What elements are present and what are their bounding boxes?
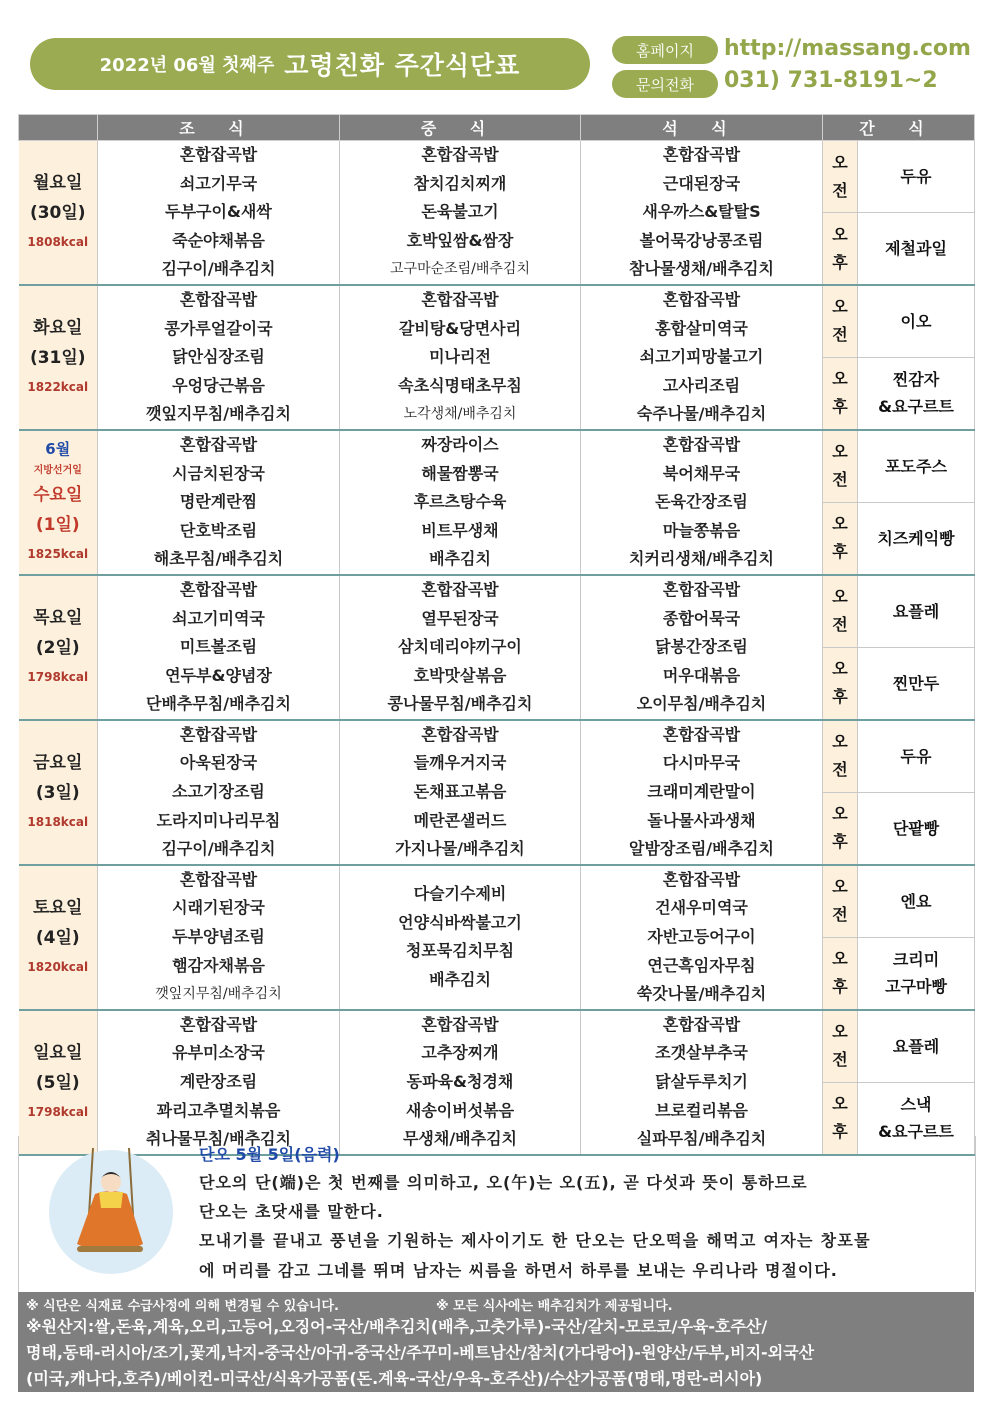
menu-item: 숙주나물/배추김치	[636, 404, 767, 424]
am-char: 오	[832, 297, 848, 317]
menu-item: 햄감자채볶음	[172, 955, 265, 975]
am-char: 전	[832, 615, 848, 635]
footer-notes	[18, 1292, 974, 1392]
table-header	[19, 115, 975, 141]
breakfast-cell	[98, 285, 340, 430]
menu-item: 근대된장국	[662, 173, 741, 193]
menu-item: 혼합잡곡밥	[179, 724, 258, 744]
origin-line: 명태,동태-러시아/조기,꽃게,낙지-중국산/아귀-중국산/주꾸미-베트남산/참치(가다랑어)-원양산/두부,비지-외국산	[26, 1343, 815, 1362]
menu-item: 혼합잡곡밥	[662, 579, 741, 599]
menu-item: 열무된장국	[421, 608, 499, 628]
pm-char: 후	[832, 1122, 848, 1142]
menu-item: 크래미계란말이	[647, 782, 756, 802]
menu-item: 쑥갓나물/배추김치	[636, 984, 767, 1004]
menu-item: 콩나물무침/배추김치	[387, 694, 533, 714]
menu-item: 혼합잡곡밥	[421, 724, 499, 744]
menu-item: 콩가루얼갈이국	[164, 318, 273, 338]
menu-item: 자반고등어구이	[647, 927, 756, 947]
homepage-label: 홈페이지	[612, 36, 718, 64]
snack-item: 찐만두	[892, 673, 940, 693]
snack-pm	[858, 937, 975, 1009]
snack-am	[858, 141, 975, 213]
snack-item: 두유	[900, 167, 932, 187]
day-month: 6월	[45, 440, 71, 459]
snack-item: 치즈케익빵	[877, 528, 955, 548]
lunch-cell	[340, 141, 581, 285]
kimchi-note: ※ 모든 식사에는 배추김치가 제공됩니다.	[436, 1299, 673, 1314]
menu-item: 혼합잡곡밥	[662, 289, 741, 309]
am-char: 전	[832, 180, 848, 200]
day-name: 화요일	[33, 318, 83, 339]
menu-item: 삼치데리야끼구이	[398, 637, 522, 657]
menu-item: 갈비탕&당면사리	[398, 318, 522, 338]
menu-item: 머우대볶음	[662, 665, 741, 685]
day-cell	[19, 575, 98, 720]
day-row	[19, 141, 975, 213]
menu-item: 혼합잡곡밥	[662, 1014, 741, 1034]
day-date: (5일)	[35, 1073, 80, 1094]
header-snack: 간 식	[823, 115, 975, 141]
menu-item: 메란콘샐러드	[413, 810, 507, 830]
holiday-note: 지방선거일	[33, 465, 82, 477]
day-name: 월요일	[33, 173, 83, 194]
title-banner	[30, 38, 590, 90]
pm-label	[823, 647, 858, 719]
snack-item: 찐감자	[892, 370, 940, 390]
menu-item: 호박잎쌈&쌈장	[406, 230, 514, 250]
am-char: 전	[832, 470, 848, 490]
lunch-cell	[340, 865, 581, 1010]
day-name: 금요일	[33, 753, 83, 774]
breakfast-cell	[98, 1010, 340, 1155]
snack-item: &요구르트	[878, 397, 954, 417]
lunch-cell	[340, 1010, 581, 1155]
menu-item: 닭봉간장조림	[655, 637, 748, 657]
pm-char: 오	[832, 514, 848, 534]
am-label	[823, 575, 858, 647]
origin-line: (미국,캐나다,호주)/베이컨-미국산/식육가공품(돈.계육-국산/우육-호주산)/수산가공품(명태,명란-러시아)	[26, 1369, 763, 1388]
menu-item: 돈육간장조림	[655, 492, 748, 512]
dinner-cell	[581, 575, 823, 720]
menu-item: 연근흑임자무침	[647, 955, 756, 975]
menu-item: 무생채/배추김치	[402, 1129, 518, 1149]
menu-item: 시래기된장국	[172, 898, 265, 918]
day-kcal: 1798kcal	[27, 1105, 89, 1120]
snack-item: 요플레	[892, 1036, 940, 1056]
pm-char: 후	[832, 397, 848, 417]
day-name: 토요일	[33, 898, 83, 919]
day-name: 수요일	[33, 485, 83, 506]
menu-item: 들깨우거지국	[413, 753, 507, 773]
menu-item: 혼합잡곡밥	[662, 869, 741, 889]
pm-char: 후	[832, 832, 848, 852]
info-title: 단오 5월 5일(음력)	[199, 1145, 340, 1164]
menu-item: 가지나물/배추김치	[395, 839, 525, 859]
am-label	[823, 720, 858, 792]
header-blank	[19, 115, 98, 141]
menu-item: 혼합잡곡밥	[421, 145, 499, 164]
menu-item: 혼합잡곡밥	[421, 289, 499, 309]
am-char: 오	[832, 732, 848, 752]
menu-item: 아욱된장국	[179, 753, 258, 773]
pm-char: 오	[832, 369, 848, 389]
day-date: (30일)	[29, 203, 86, 224]
am-label	[823, 1010, 858, 1082]
menu-item: 홍합살미역국	[655, 318, 748, 338]
am-label	[823, 865, 858, 937]
menu-item: 시금치된장국	[172, 463, 265, 483]
menu-item: 돈채표고볶음	[413, 782, 507, 802]
pm-label	[823, 357, 858, 429]
dinner-cell	[581, 865, 823, 1010]
am-char: 전	[832, 905, 848, 925]
menu-item: 노각생채/배추김치	[403, 406, 517, 423]
menu-item: 짜장라이스	[421, 434, 499, 454]
am-char: 전	[832, 760, 848, 780]
menu-item: 후르츠탕수육	[413, 492, 507, 512]
snack-pm	[858, 502, 975, 574]
am-char: 오	[832, 1022, 848, 1042]
day-row	[19, 1010, 975, 1082]
header-lunch: 중 식	[340, 115, 581, 141]
am-char: 오	[832, 152, 848, 172]
pm-label	[823, 792, 858, 864]
menu-item: 두부양념조림	[172, 927, 265, 947]
dano-info-box	[18, 1136, 976, 1292]
menu-item: 호박맛살볶음	[413, 665, 507, 685]
menu-item: 고추장찌개	[421, 1043, 499, 1063]
snack-item: 고구마빵	[885, 977, 947, 997]
menu-item: 다슬기수제비	[413, 884, 507, 904]
menu-item: 유부미소장국	[172, 1043, 265, 1063]
menu-item: 다시마무국	[662, 753, 741, 773]
am-label	[823, 285, 858, 357]
day-cell	[19, 141, 98, 285]
lunch-cell	[340, 430, 581, 575]
menu-item: 두부구이&새싹	[165, 202, 272, 222]
menu-item: 김구이/배추김치	[161, 259, 276, 279]
menu-item: 혼합잡곡밥	[179, 434, 258, 454]
menu-item: 취나물무침/배추김치	[146, 1129, 291, 1149]
snack-am	[858, 865, 975, 937]
snack-pm	[858, 213, 975, 285]
breakfast-cell	[98, 575, 340, 720]
snack-item: 스낵	[900, 1095, 932, 1115]
pm-char: 오	[832, 224, 848, 244]
menu-item: 소고기장조림	[172, 782, 265, 802]
info-line: 에 머리를 감고 그네를 뛰며 남자는 씨름을 하면서 하루를 보내는 우리나라 명절이다.	[199, 1261, 838, 1280]
menu-item: 돈육불고기	[421, 202, 499, 222]
menu-item: 단배추무침/배추김치	[146, 694, 291, 714]
menu-item: 고구마순조림/배추김치	[390, 261, 530, 278]
info-line: 단오의 단(端)은 첫 번째를 의미하고, 오(午)는 오(五), 곧 다섯과 뜻이 통하므로	[199, 1173, 808, 1192]
pm-label	[823, 937, 858, 1009]
day-row	[19, 865, 975, 937]
info-line: 단오는 초닷새를 말한다.	[199, 1202, 384, 1221]
day-cell	[19, 720, 98, 865]
page-title: 고령친화 주간식단표	[284, 51, 521, 80]
origin-info	[26, 1314, 814, 1392]
phone-label: 문의전화	[612, 70, 718, 98]
menu-item: 실파무침/배추김치	[636, 1129, 767, 1149]
day-row	[19, 285, 975, 357]
menu-item: 알밤장조림/배추김치	[629, 839, 774, 859]
snack-item: 포도주스	[885, 456, 947, 476]
menu-item: 종합어묵국	[662, 608, 741, 628]
menu-item: 치커리생채/배추김치	[629, 549, 774, 569]
day-cell	[19, 865, 98, 1010]
day-kcal: 1822kcal	[27, 380, 89, 395]
snack-item: 제철과일	[885, 239, 947, 259]
breakfast-cell	[98, 720, 340, 865]
snack-am	[858, 1010, 975, 1082]
pm-char: 오	[832, 1094, 848, 1114]
day-cell	[19, 285, 98, 430]
day-date: (4일)	[35, 928, 80, 949]
header-dinner: 석 식	[581, 115, 823, 141]
snack-pm	[858, 647, 975, 719]
snack-item: &요구르트	[878, 1122, 954, 1142]
menu-item: 혼합잡곡밥	[662, 724, 741, 744]
menu-item: 혼합잡곡밥	[179, 579, 258, 599]
menu-item: 연두부&양념장	[165, 665, 272, 685]
am-char: 오	[832, 877, 848, 897]
day-date: (3일)	[35, 783, 80, 804]
menu-item: 브로컬리볶음	[655, 1100, 748, 1120]
am-char: 오	[832, 442, 848, 462]
menu-item: 혼합잡곡밥	[421, 579, 499, 599]
lunch-cell	[340, 575, 581, 720]
swing-girl-illustration	[47, 1148, 175, 1276]
snack-item: 이오	[900, 311, 932, 331]
day-date: (31일)	[29, 348, 86, 369]
menu-item: 배추김치	[429, 969, 491, 989]
day-date: (2일)	[35, 638, 80, 659]
header-breakfast: 조 식	[98, 115, 340, 141]
menu-item: 쇠고기미역국	[172, 608, 265, 628]
pm-char: 오	[832, 804, 848, 824]
snack-am	[858, 285, 975, 357]
menu-item: 깻잎지무침/배추김치	[155, 986, 282, 1003]
snack-am	[858, 575, 975, 647]
snack-am	[858, 720, 975, 792]
homepage-link[interactable]: http://massang.com	[724, 36, 971, 61]
day-date: (1일)	[35, 515, 80, 536]
menu-item: 볼어묵강낭콩조림	[639, 230, 764, 250]
phone-number: 031) 731-8191~2	[724, 68, 938, 93]
menu-item: 계란장조림	[179, 1072, 258, 1091]
menu-item: 닭안심장조림	[172, 347, 265, 367]
am-char: 전	[832, 1050, 848, 1070]
day-name: 일요일	[33, 1043, 83, 1064]
day-kcal: 1825kcal	[27, 547, 89, 562]
day-row	[19, 720, 975, 792]
menu-item: 마늘쫑볶음	[662, 520, 741, 540]
menu-item: 고사리조림	[662, 375, 741, 395]
menu-item: 참치김치찌개	[413, 173, 507, 193]
breakfast-cell	[98, 141, 340, 285]
am-char: 전	[832, 325, 848, 345]
pm-char: 후	[832, 252, 848, 272]
snack-item: 크리미	[892, 950, 940, 970]
day-row	[19, 575, 975, 647]
snack-item: 단팥빵	[892, 818, 940, 838]
menu-item: 혼합잡곡밥	[662, 434, 741, 454]
day-kcal: 1798kcal	[27, 670, 89, 685]
origin-line: ※원산지:쌀,돈육,계육,오리,고등어,오징어-국산/배추김치(배추,고춧가루)-국산/갈치-모로코/우육-호주산/	[26, 1317, 768, 1336]
menu-item: 혼합잡곡밥	[179, 145, 258, 164]
menu-item: 도라지미나리무침	[156, 810, 281, 830]
menu-item: 꽈리고추멸치볶음	[156, 1100, 281, 1120]
menu-item: 속초식명태초무침	[398, 375, 522, 395]
menu-item: 쇠고기무국	[179, 173, 258, 193]
menu-item: 동파육&청경채	[406, 1072, 514, 1091]
menu-item: 미나리전	[429, 347, 491, 367]
pm-char: 후	[832, 687, 848, 707]
am-char: 오	[832, 587, 848, 607]
pm-char: 후	[832, 977, 848, 997]
dinner-cell	[581, 141, 823, 285]
dinner-cell	[581, 720, 823, 865]
info-line: 모내기를 끝내고 풍년을 기원하는 제사이기도 한 단오는 단오떡을 해먹고 여자는 창포물	[199, 1231, 871, 1250]
menu-item: 돌나물사과생채	[647, 810, 756, 830]
menu-item: 김구이/배추김치	[161, 839, 276, 859]
lunch-cell	[340, 720, 581, 865]
pm-label	[823, 502, 858, 574]
menu-item: 조갯살부추국	[655, 1043, 748, 1063]
am-label	[823, 430, 858, 502]
menu-item: 혼합잡곡밥	[179, 869, 258, 889]
menu-item: 비트무생채	[421, 520, 499, 540]
menu-item: 건새우미역국	[655, 898, 748, 918]
menu-item: 혼합잡곡밥	[662, 145, 741, 164]
dinner-cell	[581, 285, 823, 430]
menu-item: 북어채무국	[662, 463, 741, 483]
day-kcal: 1818kcal	[27, 815, 89, 830]
dinner-cell	[581, 430, 823, 575]
menu-item: 새송이버섯볶음	[405, 1100, 515, 1120]
am-label	[823, 141, 858, 213]
menu-item: 청포묵김치무침	[405, 941, 515, 961]
day-kcal: 1808kcal	[27, 235, 89, 250]
dinner-cell	[581, 1010, 823, 1155]
snack-pm	[858, 357, 975, 429]
menu-item: 명란계란찜	[179, 492, 258, 512]
menu-item: 오이무침/배추김치	[636, 694, 767, 714]
menu-item: 참나물생채/배추김치	[629, 259, 774, 279]
menu-item: 미트볼조림	[179, 637, 258, 657]
menu-date: 2022년 06월 첫째주	[99, 55, 275, 76]
menu-item: 깻잎지무침/배추김치	[146, 404, 291, 424]
snack-item: 두유	[900, 746, 932, 766]
day-cell	[19, 430, 98, 575]
pm-char: 오	[832, 949, 848, 969]
lunch-cell	[340, 285, 581, 430]
menu-item: 우엉당근볶음	[172, 375, 265, 395]
menu-item: 새우까스&탈탈S	[642, 202, 761, 222]
snack-am	[858, 430, 975, 502]
menu-item: 죽순야채볶음	[172, 230, 265, 250]
day-row	[19, 430, 975, 502]
menu-item: 단호박조림	[179, 520, 258, 540]
menu-item: 혼합잡곡밥	[421, 1014, 499, 1034]
day-cell	[19, 1010, 98, 1155]
pm-char: 오	[832, 659, 848, 679]
menu-item: 해초무침/배추김치	[153, 549, 284, 569]
menu-item: 해물짬뽕국	[421, 463, 499, 483]
menu-item: 혼합잡곡밥	[179, 1014, 258, 1034]
breakfast-cell	[98, 865, 340, 1010]
day-kcal: 1820kcal	[27, 960, 89, 975]
menu-change-note: ※ 식단은 식재료 수급사정에 의해 변경될 수 있습니다.	[26, 1299, 339, 1314]
breakfast-cell	[98, 430, 340, 575]
day-name: 목요일	[33, 608, 83, 629]
menu-item: 닭살두루치기	[655, 1072, 748, 1091]
pm-label	[823, 213, 858, 285]
snack-item: 엔요	[900, 891, 932, 911]
snack-pm	[858, 792, 975, 864]
menu-item: 배추김치	[429, 549, 491, 569]
snack-item: 요플레	[892, 601, 940, 621]
menu-item: 혼합잡곡밥	[179, 289, 258, 309]
pm-char: 후	[832, 542, 848, 562]
menu-item: 쇠고기피망불고기	[639, 347, 764, 367]
menu-item: 언양식바싹불고기	[398, 912, 522, 932]
weekly-menu-table	[18, 114, 975, 1156]
